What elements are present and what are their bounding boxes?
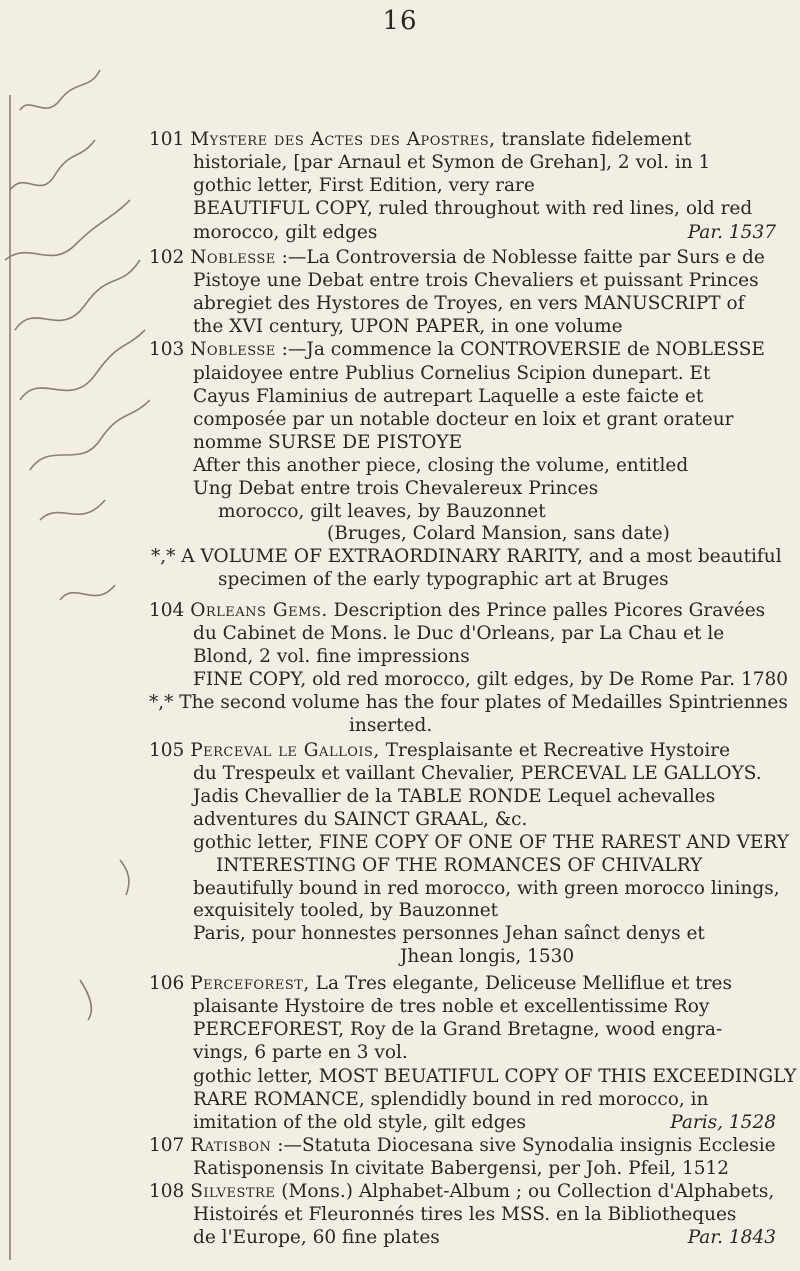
catalogue-line [349, 714, 790, 738]
line-text: gothic letter, MOST BEUATIFUL COPY OF THIS EXCEEDINGLY [193, 1066, 797, 1087]
catalogue-line [193, 762, 790, 786]
entry-heading: Perceval le Gallois, [190, 740, 380, 761]
line-text: BEAUTIFUL COPY, ruled throughout with red lines, old red [193, 198, 753, 219]
catalogue-line [218, 500, 790, 524]
line-text: (Bruges, Colard Mansion, sans date) [327, 523, 670, 544]
catalogue-line [149, 338, 790, 362]
catalogue-line [193, 477, 790, 501]
line-text: After this another piece, closing the volume, entitled [193, 455, 689, 476]
catalogue-line [149, 246, 790, 270]
line-text: exquisitely tooled, by Bauzonnet [193, 900, 499, 921]
line-text: RARE ROMANCE, splendidly bound in red morocco, in [193, 1089, 709, 1110]
catalogue-line [193, 362, 790, 386]
line-text: 103 [149, 339, 191, 360]
line-text: *,* The second volume has the four plates of Medailles Spintriennes [149, 692, 788, 713]
line-text: the XVI century, UPON PAPER, in one volume [193, 316, 623, 337]
line-text: abregiet des Hystores de Troyes, en vers MANUSCRIPT of [193, 293, 745, 314]
line-text: 101 [149, 129, 191, 150]
entry-text: (Mons.) Alphabet-Album ; ou Collection d'Alphabets, [275, 1181, 775, 1202]
line-text: plaisante Hystoire de tres noble et excellentissime Roy [193, 996, 710, 1017]
line-text: inserted. [349, 715, 433, 736]
entry-text: La Tres elegante, Deliceuse Melliflue et tres [309, 973, 732, 994]
catalogue-line [193, 995, 790, 1019]
catalogue-line [218, 568, 790, 592]
catalogue-line [193, 1041, 790, 1065]
catalogue-line [193, 408, 790, 432]
catalogue-line [149, 1180, 790, 1204]
entry-heading: Perceforest, [190, 973, 310, 994]
line-text: Histoirés et Fleuronnés tires les MSS. en la Bibliotheques [193, 1204, 737, 1225]
line-text: de l'Europe, 60 fine plates [193, 1227, 440, 1248]
catalogue-line [193, 431, 790, 455]
line-text: 106 [149, 973, 191, 994]
catalogue-line [193, 622, 790, 646]
entry-text: :—La Controversia de Noblesse faitte par Surs e de [275, 247, 765, 268]
entry-heading: Noblesse [190, 247, 276, 268]
line-text: gothic letter, FINE COPY OF ONE OF THE RAREST AND VERY [193, 832, 790, 853]
line-text: morocco, gilt leaves, by Bauzonnet [218, 501, 546, 522]
imprint-date: Paris, 1528 [670, 1112, 776, 1133]
entry-heading: Ratisbon [190, 1135, 272, 1156]
line-text: 102 [149, 247, 191, 268]
entry-text: Tresplaisante et Recreative Hystoire [379, 740, 731, 761]
catalogue-line [149, 972, 790, 996]
catalogue-line [193, 385, 790, 409]
entry-text: Description des Prince palles Picores Gravées [327, 600, 766, 621]
catalogue-line [193, 1203, 790, 1227]
line-text: historiale, [par Arnaul et Symon de Grehan], 2 vol. in 1 [193, 152, 711, 173]
catalogue-line [193, 1018, 790, 1042]
entry-text: :—Ja commence la CONTROVERSIE de NOBLESSE [275, 339, 765, 360]
line-text: *,* A VOLUME OF EXTRAORDINARY RARITY, and a most beautiful [151, 546, 782, 567]
catalogue-line [149, 1134, 790, 1158]
margin-scribbles [0, 0, 150, 1271]
line-text: 108 [149, 1181, 191, 1202]
catalogue-line [327, 522, 790, 546]
line-text: gothic letter, First Edition, very rare [193, 175, 535, 196]
line-text: Ung Debat entre trois Chevalereux Princes [193, 478, 599, 499]
catalogue-line [193, 785, 790, 809]
line-text: vings, 6 parte en 3 vol. [193, 1042, 408, 1063]
catalogue-line [193, 922, 790, 946]
catalogue-line [193, 831, 790, 855]
catalogue-line [400, 945, 790, 969]
entry-heading: Orleans Gems. [190, 600, 328, 621]
catalogue-line [193, 197, 790, 221]
line-text: du Trespeulx et vaillant Chevalier, PERCEVAL LE GALLOYS. [193, 763, 762, 784]
catalogue-line [193, 877, 790, 901]
catalogue-line [151, 545, 790, 569]
line-text: morocco, gilt edges [193, 222, 378, 243]
catalogue-line [193, 221, 790, 245]
catalogue-line [193, 668, 790, 692]
catalogue-line [193, 645, 790, 669]
line-text: imitation of the old style, gilt edges [193, 1112, 527, 1133]
entry-heading: Noblesse [190, 339, 276, 360]
catalogue-line [193, 1088, 790, 1112]
catalogue-line [149, 691, 790, 715]
entry-heading: Silvestre [190, 1181, 276, 1202]
catalogue-line [193, 1065, 797, 1089]
line-text: INTERESTING OF THE ROMANCES OF CHIVALRY [216, 855, 703, 876]
line-text: 105 [149, 740, 191, 761]
catalogue-line [193, 1157, 790, 1181]
catalogue-line [149, 128, 790, 152]
line-text: Cayus Flaminius de autrepart Laquelle a este faicte et [193, 386, 704, 407]
line-text: Jadis Chevallier de la TABLE RONDE Lequel achevalles [193, 786, 716, 807]
line-text: 104 [149, 600, 191, 621]
line-text: Paris, pour honnestes personnes Jehan saînct denys et [193, 923, 705, 944]
catalogue-line [193, 292, 790, 316]
catalogue-line [193, 808, 790, 832]
line-text: nomme SURSE DE PISTOYE [193, 432, 463, 453]
imprint-date: Par. 1537 [687, 222, 776, 243]
catalogue-line [193, 1111, 790, 1135]
line-text: FINE COPY, old red morocco, gilt edges, by De Rome Par. 1780 [193, 669, 789, 690]
catalogue-line [193, 269, 790, 293]
line-text: PERCEFOREST, Roy de la Grand Bretagne, wood engra- [193, 1019, 723, 1040]
line-text: 107 [149, 1135, 191, 1156]
imprint-date: Par. 1843 [687, 1227, 776, 1248]
line-text: Blond, 2 vol. fine impressions [193, 646, 470, 667]
line-text: Ratisponensis In civitate Babergensi, per Joh. Pfeil, 1512 [193, 1158, 730, 1179]
line-text: composée par un notable docteur en loix et grant orateur [193, 409, 734, 430]
entry-text: translate fidelement [495, 129, 692, 150]
catalogue-line [193, 174, 790, 198]
entry-text: :—Statuta Diocesana sive Synodalia insignis Ecclesie [271, 1135, 776, 1156]
line-text: Pistoye une Debat entre trois Chevaliers et puissant Princes [193, 270, 759, 291]
page-number: 16 [382, 6, 418, 36]
line-text: Jhean longis, 1530 [400, 946, 575, 967]
catalogue-line [193, 1226, 790, 1250]
catalogue-line [193, 899, 790, 923]
catalogue-line [216, 854, 790, 878]
line-text: plaidoyee entre Publius Cornelius Scipion dunepart. Et [193, 363, 711, 384]
line-text: adventures du SAINCT GRAAL, &c. [193, 809, 528, 830]
line-text: beautifully bound in red morocco, with green morocco linings, [193, 878, 780, 899]
line-text: du Cabinet de Mons. le Duc d'Orleans, par La Chau et le [193, 623, 725, 644]
catalogue-line [149, 599, 790, 623]
entry-heading: Mystere des Actes des Apostres, [190, 129, 496, 150]
catalogue-line [149, 739, 790, 763]
catalogue-line [193, 315, 790, 339]
catalogue-line [193, 151, 790, 175]
catalogue-line [193, 454, 790, 478]
line-text: specimen of the early typographic art at Bruges [218, 569, 669, 590]
